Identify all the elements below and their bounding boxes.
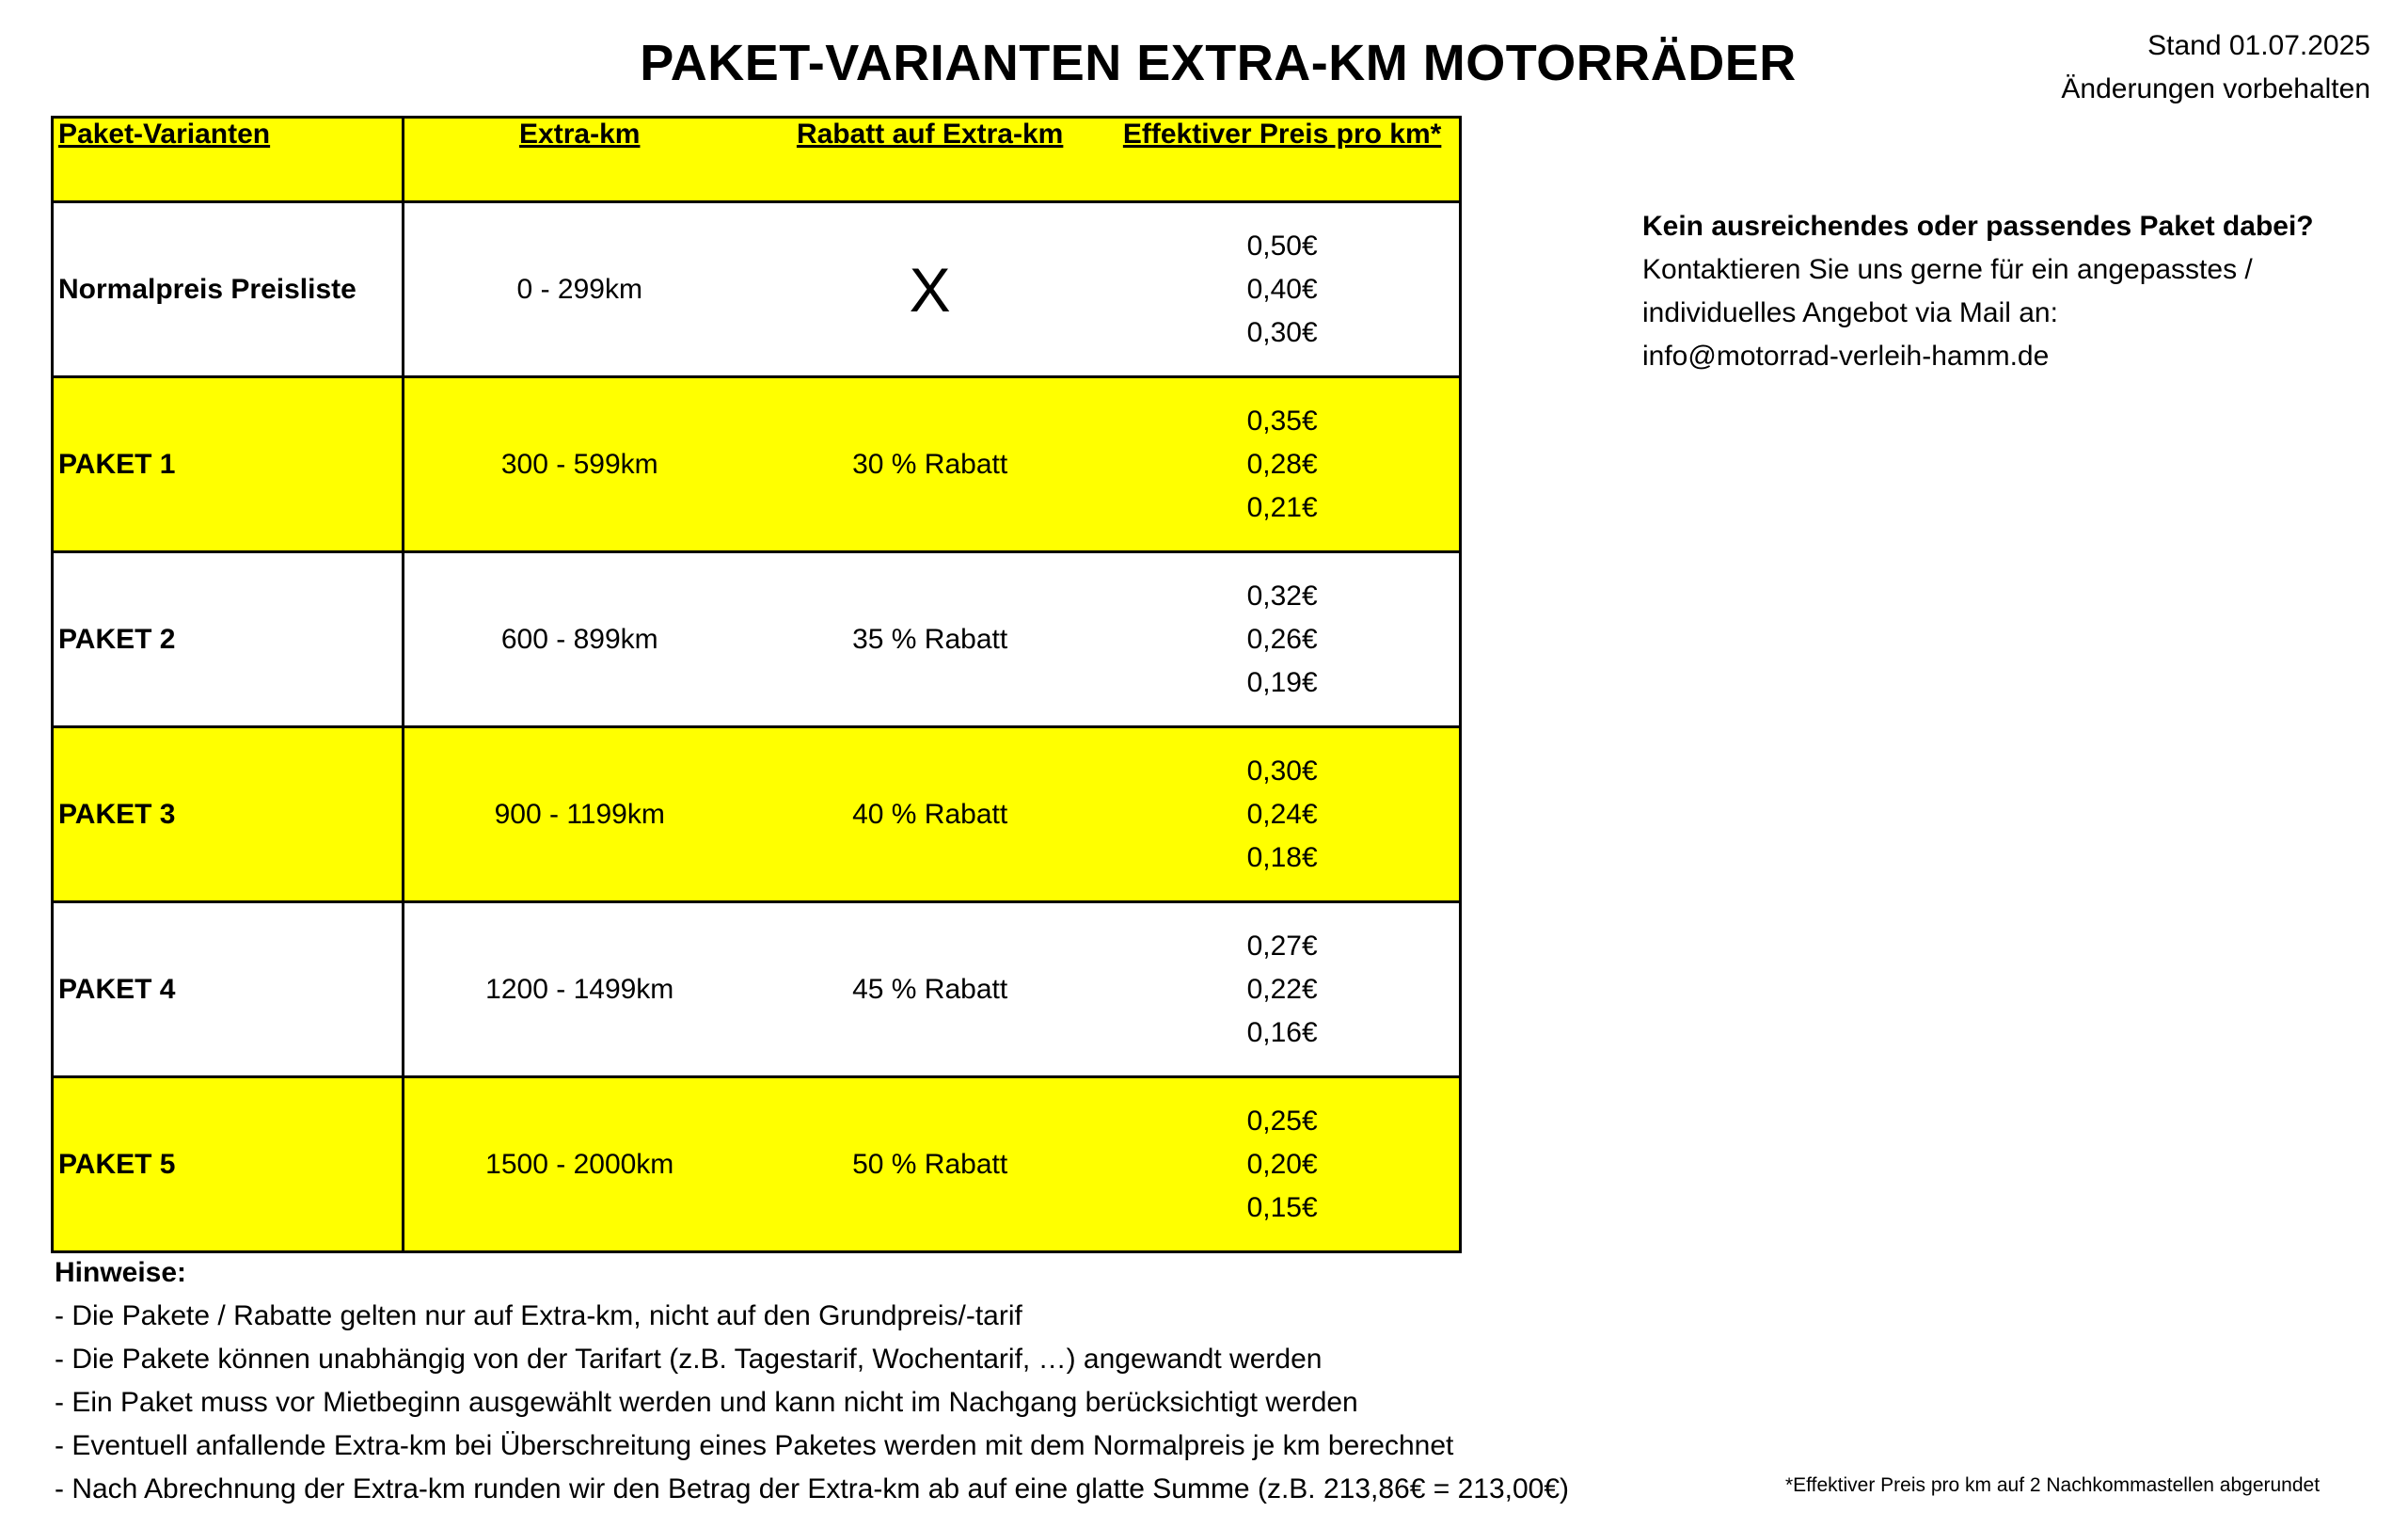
price-value: 0,26€ [1246,623,1318,655]
table-row [53,377,1461,552]
row-name: PAKET 5 [53,1077,404,1252]
table-row [53,902,1461,1077]
contact-heading: Kein ausreichendes oder passendes Paket dabei? [1642,211,2314,242]
row-km: 300 - 599km [404,377,754,552]
header-rabatt: Rabatt auf Extra-km [796,119,1064,150]
row-km: 0 - 299km [404,202,754,377]
row-rabatt: 45 % Rabatt [754,902,1105,1077]
price-value: 0,24€ [1246,798,1318,830]
row-rabatt: 35 % Rabatt [754,552,1105,727]
stand-info [2061,24,2370,111]
row-prices [1105,902,1460,1077]
price-value: 0,18€ [1246,841,1318,873]
table-row [53,727,1461,902]
page-title: PAKET-VARIANTEN EXTRA-KM MOTORRÄDER [640,35,1797,91]
price-value: 0,25€ [1246,1105,1318,1137]
row-prices [1105,727,1460,902]
header-paket-varianten: Paket-Varianten [53,118,404,202]
row-km: 600 - 899km [404,552,754,727]
price-value: 0,30€ [1246,316,1318,348]
notes-heading: Hinweise: [55,1257,187,1288]
row-name: PAKET 4 [53,902,404,1077]
price-value: 0,40€ [1246,273,1318,305]
row-prices [1105,377,1460,552]
row-name: PAKET 2 [53,552,404,727]
contact-line: individuelles Angebot via Mail an: [1642,297,2058,328]
row-km: 1200 - 1499km [404,902,754,1077]
row-km: 900 - 1199km [404,727,754,902]
price-value: 0,30€ [1246,755,1318,787]
header-effektiver-preis: Effektiver Preis pro km* [1122,119,1442,150]
footnote: *Effektiver Preis pro km auf 2 Nachkommastellen abgerundet [1785,1474,2321,1496]
contact-info [1642,205,2314,378]
row-rabatt: 40 % Rabatt [754,727,1105,902]
table-row [53,1077,1461,1252]
note-item: - Die Pakete / Rabatte gelten nur auf Extra-km, nicht auf den Grundpreis/-tarif [55,1300,1022,1331]
price-value: 0,50€ [1246,230,1318,262]
row-rabatt [754,202,1105,377]
price-value: 0,15€ [1246,1191,1318,1223]
header-extra-km: Extra-km [519,119,641,150]
row-prices [1105,552,1460,727]
stand-note: Änderungen vorbehalten [2061,73,2370,104]
row-prices [1105,202,1460,377]
package-table [51,116,1462,1253]
note-item: - Nach Abrechnung der Extra-km runden wir den Betrag der Extra-km ab auf eine glatte Summe (z.B. 213,86€ = 213,00€) [55,1473,1570,1504]
price-value: 0,19€ [1246,666,1318,698]
table-header-row [53,118,1461,202]
row-name: Normalpreis Preisliste [53,202,404,377]
price-value: 0,28€ [1246,448,1318,480]
note-item: - Die Pakete können unabhängig von der Tarifart (z.B. Tagestarif, Wochentarif, …) angewandt werden [55,1344,1323,1375]
table-row [53,202,1461,377]
price-value: 0,16€ [1246,1016,1318,1048]
price-value: 0,21€ [1246,491,1318,523]
price-value: 0,20€ [1246,1148,1318,1180]
row-rabatt: 30 % Rabatt [754,377,1105,552]
no-discount-mark: X [909,254,951,325]
row-name: PAKET 3 [53,727,404,902]
price-value: 0,32€ [1246,580,1318,612]
note-item: - Eventuell anfallende Extra-km bei Überschreitung eines Paketes werden mit dem Normalpreis je km berechnet [55,1430,1454,1461]
price-value: 0,27€ [1246,930,1318,962]
contact-line: Kontaktieren Sie uns gerne für ein angepasstes / [1642,254,2253,285]
row-km: 1500 - 2000km [404,1077,754,1252]
contact-email: info@motorrad-verleih-hamm.de [1642,341,2050,372]
price-value: 0,22€ [1246,973,1318,1005]
row-name: PAKET 1 [53,377,404,552]
stand-date: Stand 01.07.2025 [2147,30,2370,61]
price-value: 0,35€ [1246,405,1318,437]
table-row [53,552,1461,727]
notes-section [55,1251,1569,1511]
row-prices [1105,1077,1460,1252]
row-rabatt: 50 % Rabatt [754,1077,1105,1252]
note-item: - Ein Paket muss vor Mietbeginn ausgewählt werden und kann nicht im Nachgang berücksichtigt werden [55,1387,1358,1418]
